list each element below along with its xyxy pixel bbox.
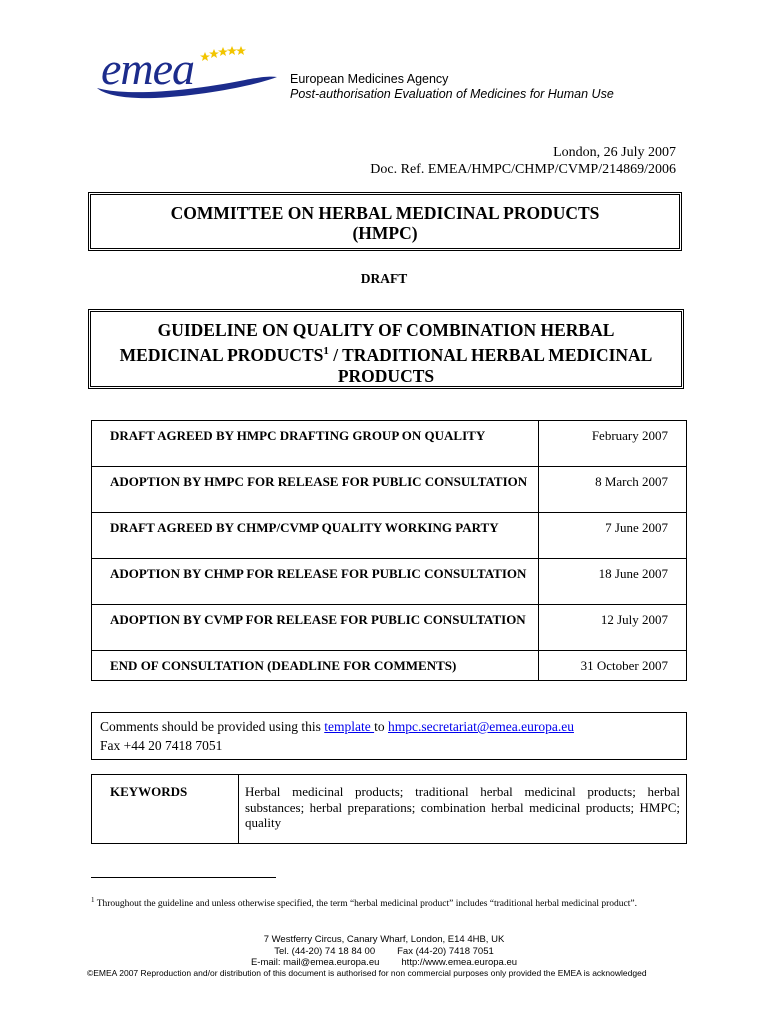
- table-row: [92, 513, 687, 559]
- guideline-title-line3: PRODUCTS: [337, 365, 435, 386]
- footer-phone-line: [0, 946, 768, 958]
- milestone-date: 12 July 2007: [539, 605, 687, 651]
- comments-instruction: [100, 717, 678, 736]
- table-row: [92, 421, 687, 467]
- keywords-label: KEYWORDS: [92, 775, 239, 844]
- milestone-label: END OF CONSULTATION (DEADLINE FOR COMMENTS): [92, 651, 539, 681]
- milestone-date: 7 June 2007: [539, 513, 687, 559]
- footnote-text: Throughout the guideline and unless otherwise specified, the term “herbal medicinal product” includes “traditional herbal medicinal product”.: [94, 899, 637, 910]
- comments-text: Comments should be provided using this: [100, 719, 325, 734]
- footer-fax: Fax (44-20) 7418 7051: [397, 945, 494, 957]
- comments-fax: Fax +44 20 7418 7051: [100, 738, 223, 753]
- footer-contact-line: [0, 957, 768, 969]
- copyright-notice: ©EMEA 2007 Reproduction and/or distribution of this document is authorised for non commercial purposes only provided the EMEA is acknowledged: [87, 968, 647, 978]
- milestone-label: ADOPTION BY CVMP FOR RELEASE FOR PUBLIC CONSULTATION: [92, 605, 539, 651]
- committee-title: COMMITTEE ON HERBAL MEDICINAL PRODUCTS: [170, 203, 600, 223]
- guideline-title-line1: GUIDELINE ON QUALITY OF COMBINATION HERBAL: [157, 320, 615, 340]
- milestone-date: 8 March 2007: [539, 467, 687, 513]
- guideline-title-part: MEDICINAL PRODUCTS: [119, 344, 324, 365]
- guideline-title-box: [88, 309, 684, 389]
- logo-wordmark: emea: [101, 43, 195, 94]
- draft-status: DRAFT: [360, 271, 408, 286]
- comments-box: [91, 712, 687, 760]
- footnote: [91, 895, 681, 911]
- footer-address-block: [0, 934, 768, 969]
- template-link[interactable]: template: [324, 719, 375, 734]
- milestone-date: 31 October 2007: [539, 651, 687, 681]
- emea-logo: [95, 40, 280, 102]
- place-date: London, 26 July 2007: [553, 145, 676, 160]
- footer-email[interactable]: E-mail: mail@emea.europa.eu: [250, 957, 380, 968]
- footnote-ref[interactable]: 1: [323, 345, 329, 357]
- document-meta: [370, 144, 676, 178]
- milestone-date: 18 June 2007: [539, 559, 687, 605]
- comments-text: to: [374, 719, 388, 734]
- agency-block: [290, 72, 614, 102]
- guideline-title-part: / TRADITIONAL HERBAL MEDICINAL: [328, 344, 653, 365]
- footer-web[interactable]: http://www.emea.europa.eu: [401, 957, 518, 968]
- milestone-label: DRAFT AGREED BY CHMP/CVMP QUALITY WORKING PARTY: [92, 513, 539, 559]
- table-row: [92, 559, 687, 605]
- table-row: [92, 605, 687, 651]
- keywords-value: Herbal medicinal products; traditional herbal medicinal products; herbal substances; herbal preparations; combination herbal medicinal products; HMPC; quality: [239, 775, 687, 844]
- doc-ref: Doc. Ref. EMEA/HMPC/CHMP/CVMP/214869/2006: [370, 162, 676, 177]
- footnote-divider: [91, 877, 276, 878]
- footer-address: 7 Westferry Circus, Canary Wharf, London, E14 4HB, UK: [263, 934, 505, 945]
- committee-abbrev: (HMPC): [352, 223, 418, 243]
- footer-tel: Tel. (44-20) 74 18 84 00: [274, 945, 376, 957]
- email-link[interactable]: hmpc.secretariat@emea.europa.eu: [388, 719, 574, 734]
- logo-stars: [200, 46, 246, 61]
- table-row: [92, 651, 687, 681]
- table-row: [92, 467, 687, 513]
- milestone-label: DRAFT AGREED BY HMPC DRAFTING GROUP ON QUALITY: [92, 421, 539, 467]
- milestone-label: ADOPTION BY HMPC FOR RELEASE FOR PUBLIC CONSULTATION: [92, 467, 539, 513]
- agency-name: European Medicines Agency: [290, 72, 449, 86]
- timeline-table: [91, 420, 687, 681]
- agency-subtitle: Post-authorisation Evaluation of Medicines for Human Use: [290, 87, 614, 101]
- table-row: [92, 775, 687, 844]
- milestone-label: ADOPTION BY CHMP FOR RELEASE FOR PUBLIC CONSULTATION: [92, 559, 539, 605]
- milestone-date: February 2007: [539, 421, 687, 467]
- committee-box: [88, 192, 682, 251]
- footnote-mark: 1: [91, 896, 95, 904]
- guideline-title-line2: [91, 341, 681, 366]
- keywords-table: [91, 774, 687, 844]
